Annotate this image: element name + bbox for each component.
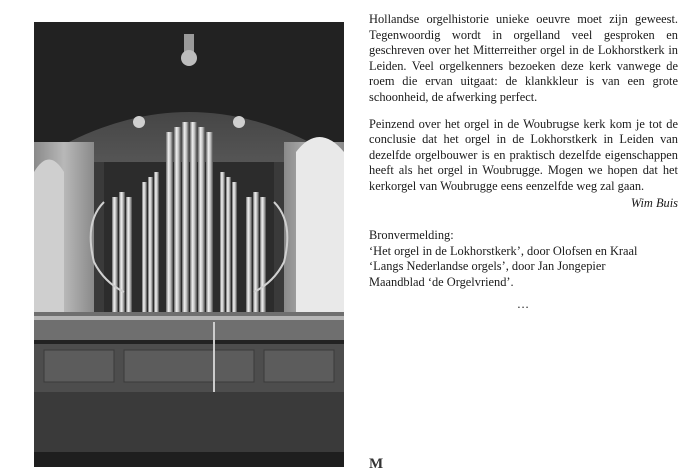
article-text — [369, 12, 678, 312]
source-item: Maandblad ‘de Orgelvriend’. — [369, 274, 514, 289]
paragraph-1: Hollandse orgelhistorie unieke oeuvre moet zijn geweest. Tegenwoordig wordt in orgelland veel gesproken en geschreven over het Mitterreither orgel in de Lokhorstkerk in Leiden. Veel orgelkenners bezoeken deze kerk vanwege de roem die ervan uitgaat: de klankkleur is van een grote schoonheid, de afwerking perfect. — [369, 12, 678, 104]
sources-label: Bronvermelding: — [369, 228, 454, 243]
signature: Wim Buis — [630, 195, 678, 210]
organ-photo — [34, 22, 344, 467]
cut-off-next-heading: M — [369, 456, 385, 472]
divider: ... — [517, 296, 530, 311]
paragraph-2: Peinzend over het orgel in de Woubrugse kerk kom je tot de conclusie dat het orgel in de Lokhorstkerk in Leiden van dezelfde orgelbouwer is en praktisch dezelfde eigenschappen heeft als het orgel in Woubrugge. Mogen we hopen dat het kerkorgel van Woubrugge eens eenzelfde weg zal gaan. — [369, 116, 678, 193]
source-item: ‘Langs Nederlandse orgels’, door Jan Jongepier — [369, 259, 606, 274]
source-item: ‘Het orgel in de Lokhorstkerk’, door Olofsen en Kraal — [369, 243, 638, 258]
